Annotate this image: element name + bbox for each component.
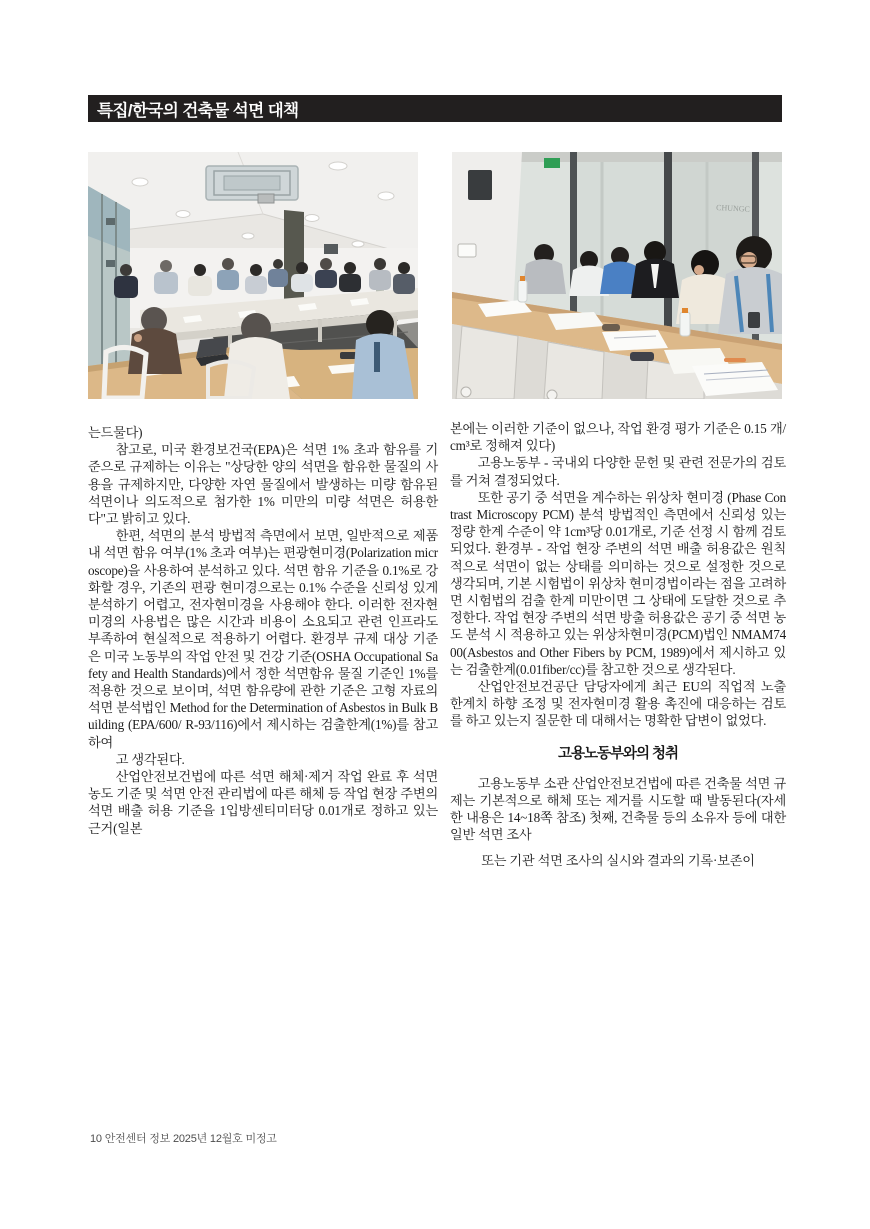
page-footer: 10 안전센터 정보 2025년 12월호 미정고	[90, 1133, 277, 1145]
feature-header-bar	[88, 95, 782, 122]
paragraph: 본에는 이러한 기준이 없으나, 작업 환경 평가 기준은 0.15 개/cm³로 정해져 있다)	[450, 421, 786, 454]
article-left-column	[88, 424, 438, 837]
ac-vent	[206, 166, 298, 200]
phone	[602, 324, 620, 331]
paragraph: 산업안전보건공단 담당자에게 최근 EU의 직업적 노출 한계치 하향 조정 및 전자현미경 활용 촉진에 대응하는 검토를 하고 있는지 질문한 데 대해서는 명확한 답변이 없었다.	[450, 679, 786, 729]
speaker-box	[468, 170, 492, 200]
section-heading: 고용노동부와의 청취	[557, 745, 679, 762]
review-panel-photo	[452, 152, 782, 399]
speaker-box	[324, 244, 338, 254]
exit-sign	[544, 158, 560, 168]
article-right-column	[450, 420, 786, 869]
review-panel-illustration	[452, 152, 782, 399]
meeting-room-photo	[88, 152, 418, 399]
pen	[724, 358, 746, 362]
paragraph: 고 생각된다.	[115, 751, 185, 767]
phone	[630, 352, 654, 361]
thermostat	[458, 244, 476, 257]
paragraph: 또는 기관 석면 조사의 실시와 결과의 기록·보존이	[481, 852, 755, 868]
feature-title: 특집/한국의 건축물 석면 대책	[97, 101, 299, 120]
meeting-room-illustration	[88, 152, 418, 399]
paragraph: 고용노동부 - 국내외 다양한 문헌 및 관련 전문가의 검토를 거쳐 결정되었다.	[450, 455, 786, 488]
badge	[748, 312, 760, 328]
paragraph: 참고로, 미국 환경보건국(EPA)은 석면 1% 초과 함유를 기준으로 규제하는 이유는 "상당한 양의 석면을 함유한 물질의 사용을 규제하지만, 다양한 자연 물질에서 발생하는 미량 함유된 석면이나 의도적으로 첨가한 1% 미만의 미량 석면은 허용한다"고 밝히고 있다.	[88, 442, 438, 527]
paragraph: 산업안전보건법에 따른 석면 해체·제거 작업 완료 후 석면 농도 기준 및 석면 안전 관리법에 따른 해체 등 작업 현장 주변의 석면 배출 허용 기준을 1입방센티미터당 0.01개로 정하고 있는 근거(일본	[88, 769, 438, 836]
water-bottle	[518, 280, 527, 302]
paragraph: 한편, 석면의 분석 방법적 측면에서 보면, 일반적으로 제품 내 석면 함유 여부(1% 초과 여부)는 편광현미경(Polarization microscope)을 사용하여 분석하고 있다. 석면 함유 기준을 0.1%로 강화할 경우, 기존의 편광 현미경으로는 0.1% 수준을 신뢰성 있게 분석하기 어렵고, 전자현미경을 사용해야 한다. 이러한 전자현미경의 사용법은 많은 시간과 비용이 소요되고 관련 인프라도 부족하여 현실적으로 적용하기 어렵다. 환경부 규제 대상 기준은 미국 노동부의 작업 안전 및 건강 기준(OSHA Occupational Safety and Health Standards)에서 정한 석면함유 물질 기준인 1%를 적용한 것으로 보이며, 석면 함유량에 관한 기준은 고형 자료의 석면 분석법인 Method for the Determination of Asbestos in Bulk Building (EPA/600/ R-93/116)에서 제시하는 검출한계(1%)를 참고하여	[88, 528, 438, 750]
paragraph: 고용노동부 소관 산업안전보건법에 따른 건축물 석면 규제는 기본적으로 해체 또는 제거를 시도할 때 발동된다(자세한 내용은 14~18쪽 참조) 첫째, 건축물 등의 소유자 등에 대한 일반 석면 조사	[450, 775, 786, 843]
projector	[258, 194, 274, 203]
glass-etched-text: CHUNGC	[715, 203, 751, 214]
water-bottle	[680, 312, 690, 336]
paragraph: 는드물다)	[88, 425, 143, 440]
paragraph: 또한 공기 중 석면을 계수하는 위상차 현미경 (Phase Contrast Microscopy PCM) 분석 방법적인 측면에서 신뢰성 있는 정량 한계 수준이 약 1cm³당 0.01개로, 기준 선정 시 함께 검토되었다. 환경부 - 작업 현장 주변의 석면 배출 허용값은 원칙적으로 석면이 없는 상태를 의미하는 것으로 설정한 것으로 생각되며, 기본 시험법이 위상차 현미경법이라는 점을 고려하면 시험법의 검출 한계 미만이면 그 상태에 도달한 것으로 추정한다. 작업 현장 주변의 석면 방출 허용값은 공기 중 석면 농도 분석 시 적용하고 있는 위상차현미경(PCM)법인 NMAM7400(Asbestos and Other Fibers by PCM, 1989)에서 제시하고 있는 검출한계(0.01fiber/cc)를 참고한 것으로 생각된다.	[450, 489, 786, 677]
